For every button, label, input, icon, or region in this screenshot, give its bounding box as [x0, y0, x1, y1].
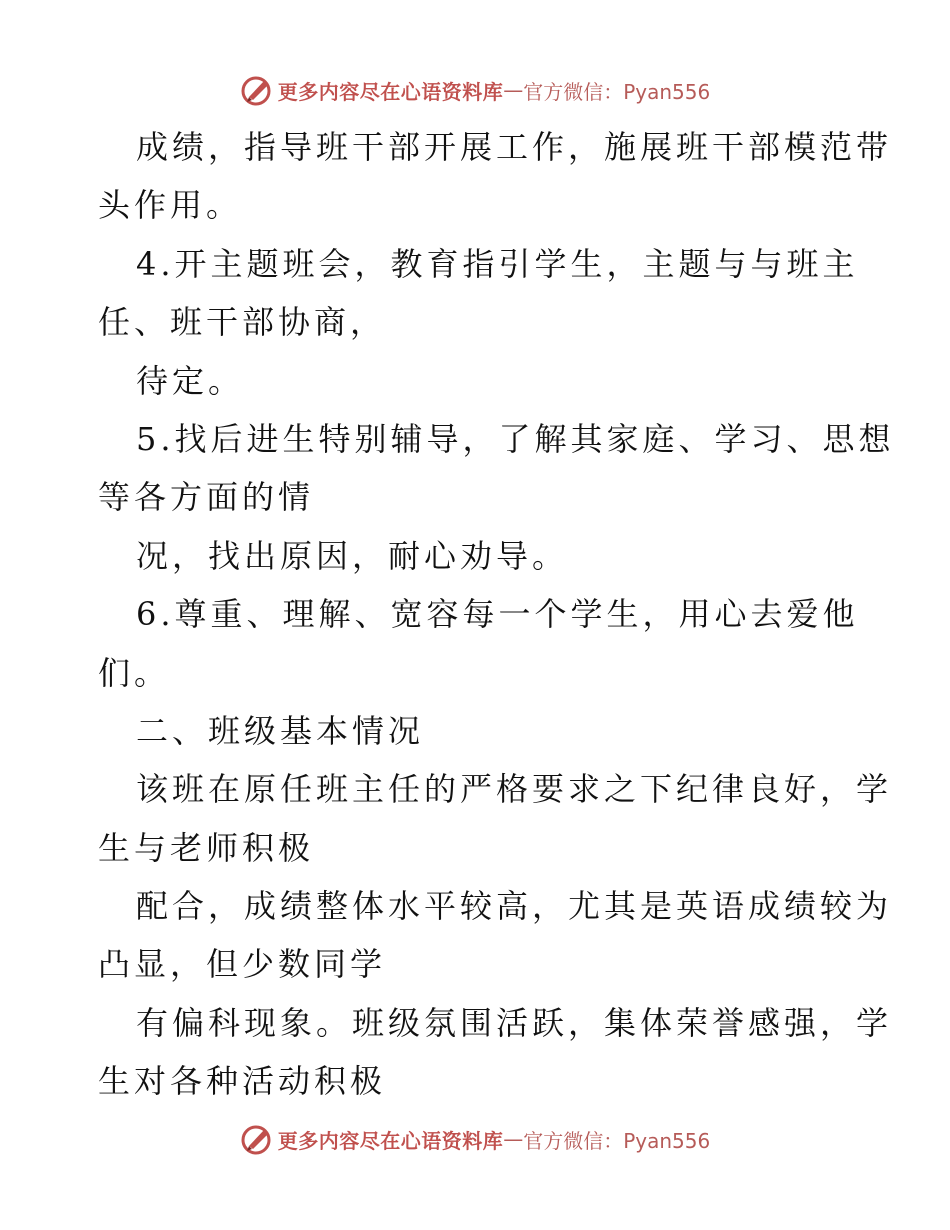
- document-body: [98, 118, 895, 1111]
- section-heading: 二、班级基本情况: [136, 711, 425, 750]
- paragraph-line: 们。: [98, 653, 171, 692]
- paragraph-line: 该班在原任班主任的严格要求之下纪律良好，学: [136, 770, 893, 809]
- pen-logo-icon: [240, 1122, 274, 1156]
- footer-wechat-text: 官方微信：Pyan556: [523, 1128, 711, 1153]
- paragraph-line: 头作用。: [98, 186, 243, 225]
- footer-separator: —: [503, 1127, 524, 1151]
- footer-brand-text: 更多内容尽在心语资料库: [277, 1128, 504, 1153]
- pen-logo-icon: [240, 73, 274, 107]
- header-brand-text: 更多内容尽在心语资料库: [277, 79, 504, 104]
- paragraph-line: 4.开主题班会，教育指引学生，主题与与班主: [136, 244, 859, 283]
- header-separator: —: [503, 78, 524, 102]
- paragraph-line: 任、班干部协商，: [98, 303, 387, 342]
- paragraph-line: 待定。: [136, 361, 245, 400]
- paragraph-line: 等各方面的情: [98, 478, 315, 517]
- paragraph-line: 6.尊重、理解、宽容每一个学生，用心去爱他: [136, 595, 859, 634]
- header-banner: [0, 72, 950, 108]
- paragraph-line: 况，找出原因，耐心劝导。: [136, 536, 569, 575]
- paragraph-line: 生对各种活动积极: [98, 1062, 387, 1101]
- paragraph-line: 成绩，指导班干部开展工作，施展班干部模范带: [136, 128, 893, 166]
- paragraph-line: 5.找后进生特别辅导，了解其家庭、学习、思想: [136, 419, 895, 458]
- paragraph-line: 配合，成绩整体水平较高，尤其是英语成绩较为: [136, 887, 893, 926]
- footer-banner: [0, 1121, 950, 1157]
- header-wechat-text: 官方微信：Pyan556: [523, 79, 711, 104]
- paragraph-line: 凸显，但少数同学: [98, 945, 387, 984]
- paragraph-line: 有偏科现象。班级氛围活跃，集体荣誉感强，学: [136, 1003, 893, 1042]
- paragraph-line: 生与老师积极: [98, 828, 315, 867]
